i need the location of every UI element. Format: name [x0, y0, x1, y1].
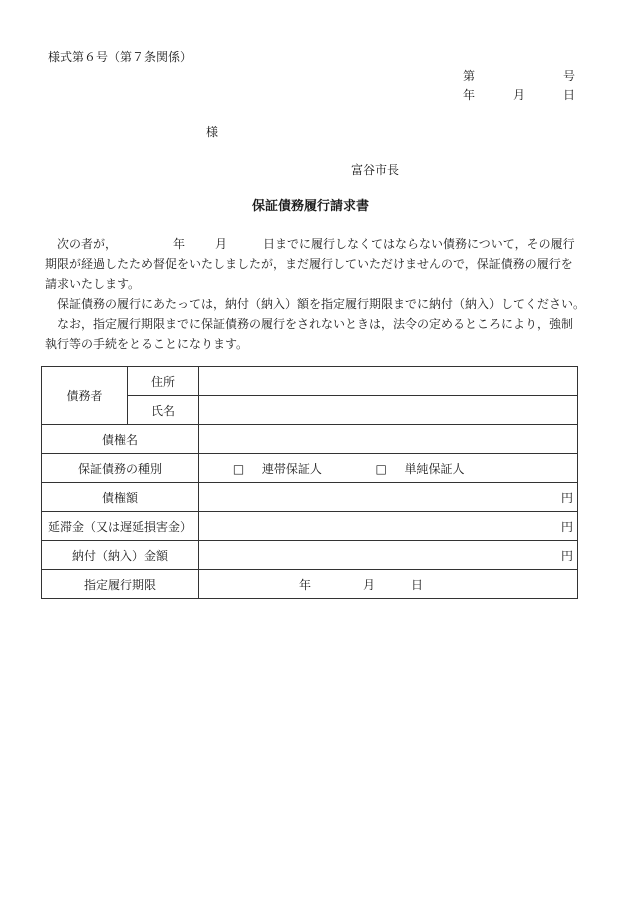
- simple-guarantor-checkbox[interactable]: □: [375, 461, 387, 476]
- body-line-3: 請求いたします。: [45, 277, 141, 291]
- table-row: [42, 483, 578, 512]
- body-line-6: 執行等の手続をとることになります。: [45, 337, 249, 351]
- body-text: [45, 234, 590, 354]
- deadline-label: 指定履行期限: [42, 570, 199, 599]
- debtor-label: 債務者: [42, 367, 128, 425]
- table-row: [42, 454, 578, 483]
- payment-amount-label: 納付（納入）金額: [42, 541, 199, 570]
- date-day-label: 日: [563, 88, 576, 102]
- joint-guarantor-checkbox[interactable]: □: [232, 461, 245, 476]
- address-label: 住所: [128, 367, 199, 396]
- guarantee-form-table: [41, 366, 578, 599]
- payment-amount-field[interactable]: [199, 541, 578, 570]
- table-row: [42, 512, 578, 541]
- joint-guarantor-label: 連帯保証人: [261, 461, 322, 476]
- yen-unit: 円: [560, 490, 573, 505]
- late-fee-label: 延滞金（又は遅延損害金）: [42, 512, 199, 541]
- document-title: 保証債務履行請求書: [252, 199, 370, 214]
- deadline-day-label: 日: [411, 577, 424, 592]
- date-year-label: 年: [463, 88, 476, 102]
- date-month-label: 月: [513, 88, 526, 102]
- body-line-4: 保証債務の履行にあたっては，納付（納入）額を指定履行期限までに納付（納入）してください。: [57, 297, 586, 311]
- claim-name-field[interactable]: [199, 425, 578, 454]
- table-row: [42, 367, 578, 396]
- claim-name-label: 債権名: [42, 425, 199, 454]
- table-row: [42, 425, 578, 454]
- claim-amount-label: 債権額: [42, 483, 199, 512]
- table-row: [42, 541, 578, 570]
- deadline-field[interactable]: [199, 570, 578, 599]
- guarantee-type-field: [199, 454, 578, 483]
- body-line-2: 期限が経過したため督促をいたしましたが，まだ履行していただけませんので，保証債務の履行を: [45, 257, 573, 271]
- issuer-name: 富谷市長: [351, 163, 400, 177]
- doc-no-prefix: 第: [463, 69, 476, 83]
- guarantee-type-label: 保証債務の種別: [42, 454, 199, 483]
- deadline-month-label: 月: [363, 577, 376, 592]
- simple-guarantor-label: 単純保証人: [404, 461, 465, 476]
- deadline-year-label: 年: [299, 577, 312, 592]
- name-field[interactable]: [199, 396, 578, 425]
- table-row: [42, 570, 578, 599]
- claim-amount-field[interactable]: [199, 483, 578, 512]
- late-fee-field[interactable]: [199, 512, 578, 541]
- body-line-1: 次の者が， 年 月 日までに履行しなくてはならない債務について，その履行: [57, 237, 575, 251]
- yen-unit: 円: [560, 519, 573, 534]
- addressee-honorific: 様: [206, 125, 219, 139]
- address-field[interactable]: [199, 367, 578, 396]
- yen-unit: 円: [560, 548, 573, 563]
- body-line-5: なお，指定履行期限までに保証債務の履行をされないときは，法令の定めるところにより，強制: [57, 317, 574, 331]
- form-number: 様式第６号（第７条関係）: [48, 50, 193, 64]
- doc-no-suffix: 号: [563, 69, 576, 83]
- name-label: 氏名: [128, 396, 199, 425]
